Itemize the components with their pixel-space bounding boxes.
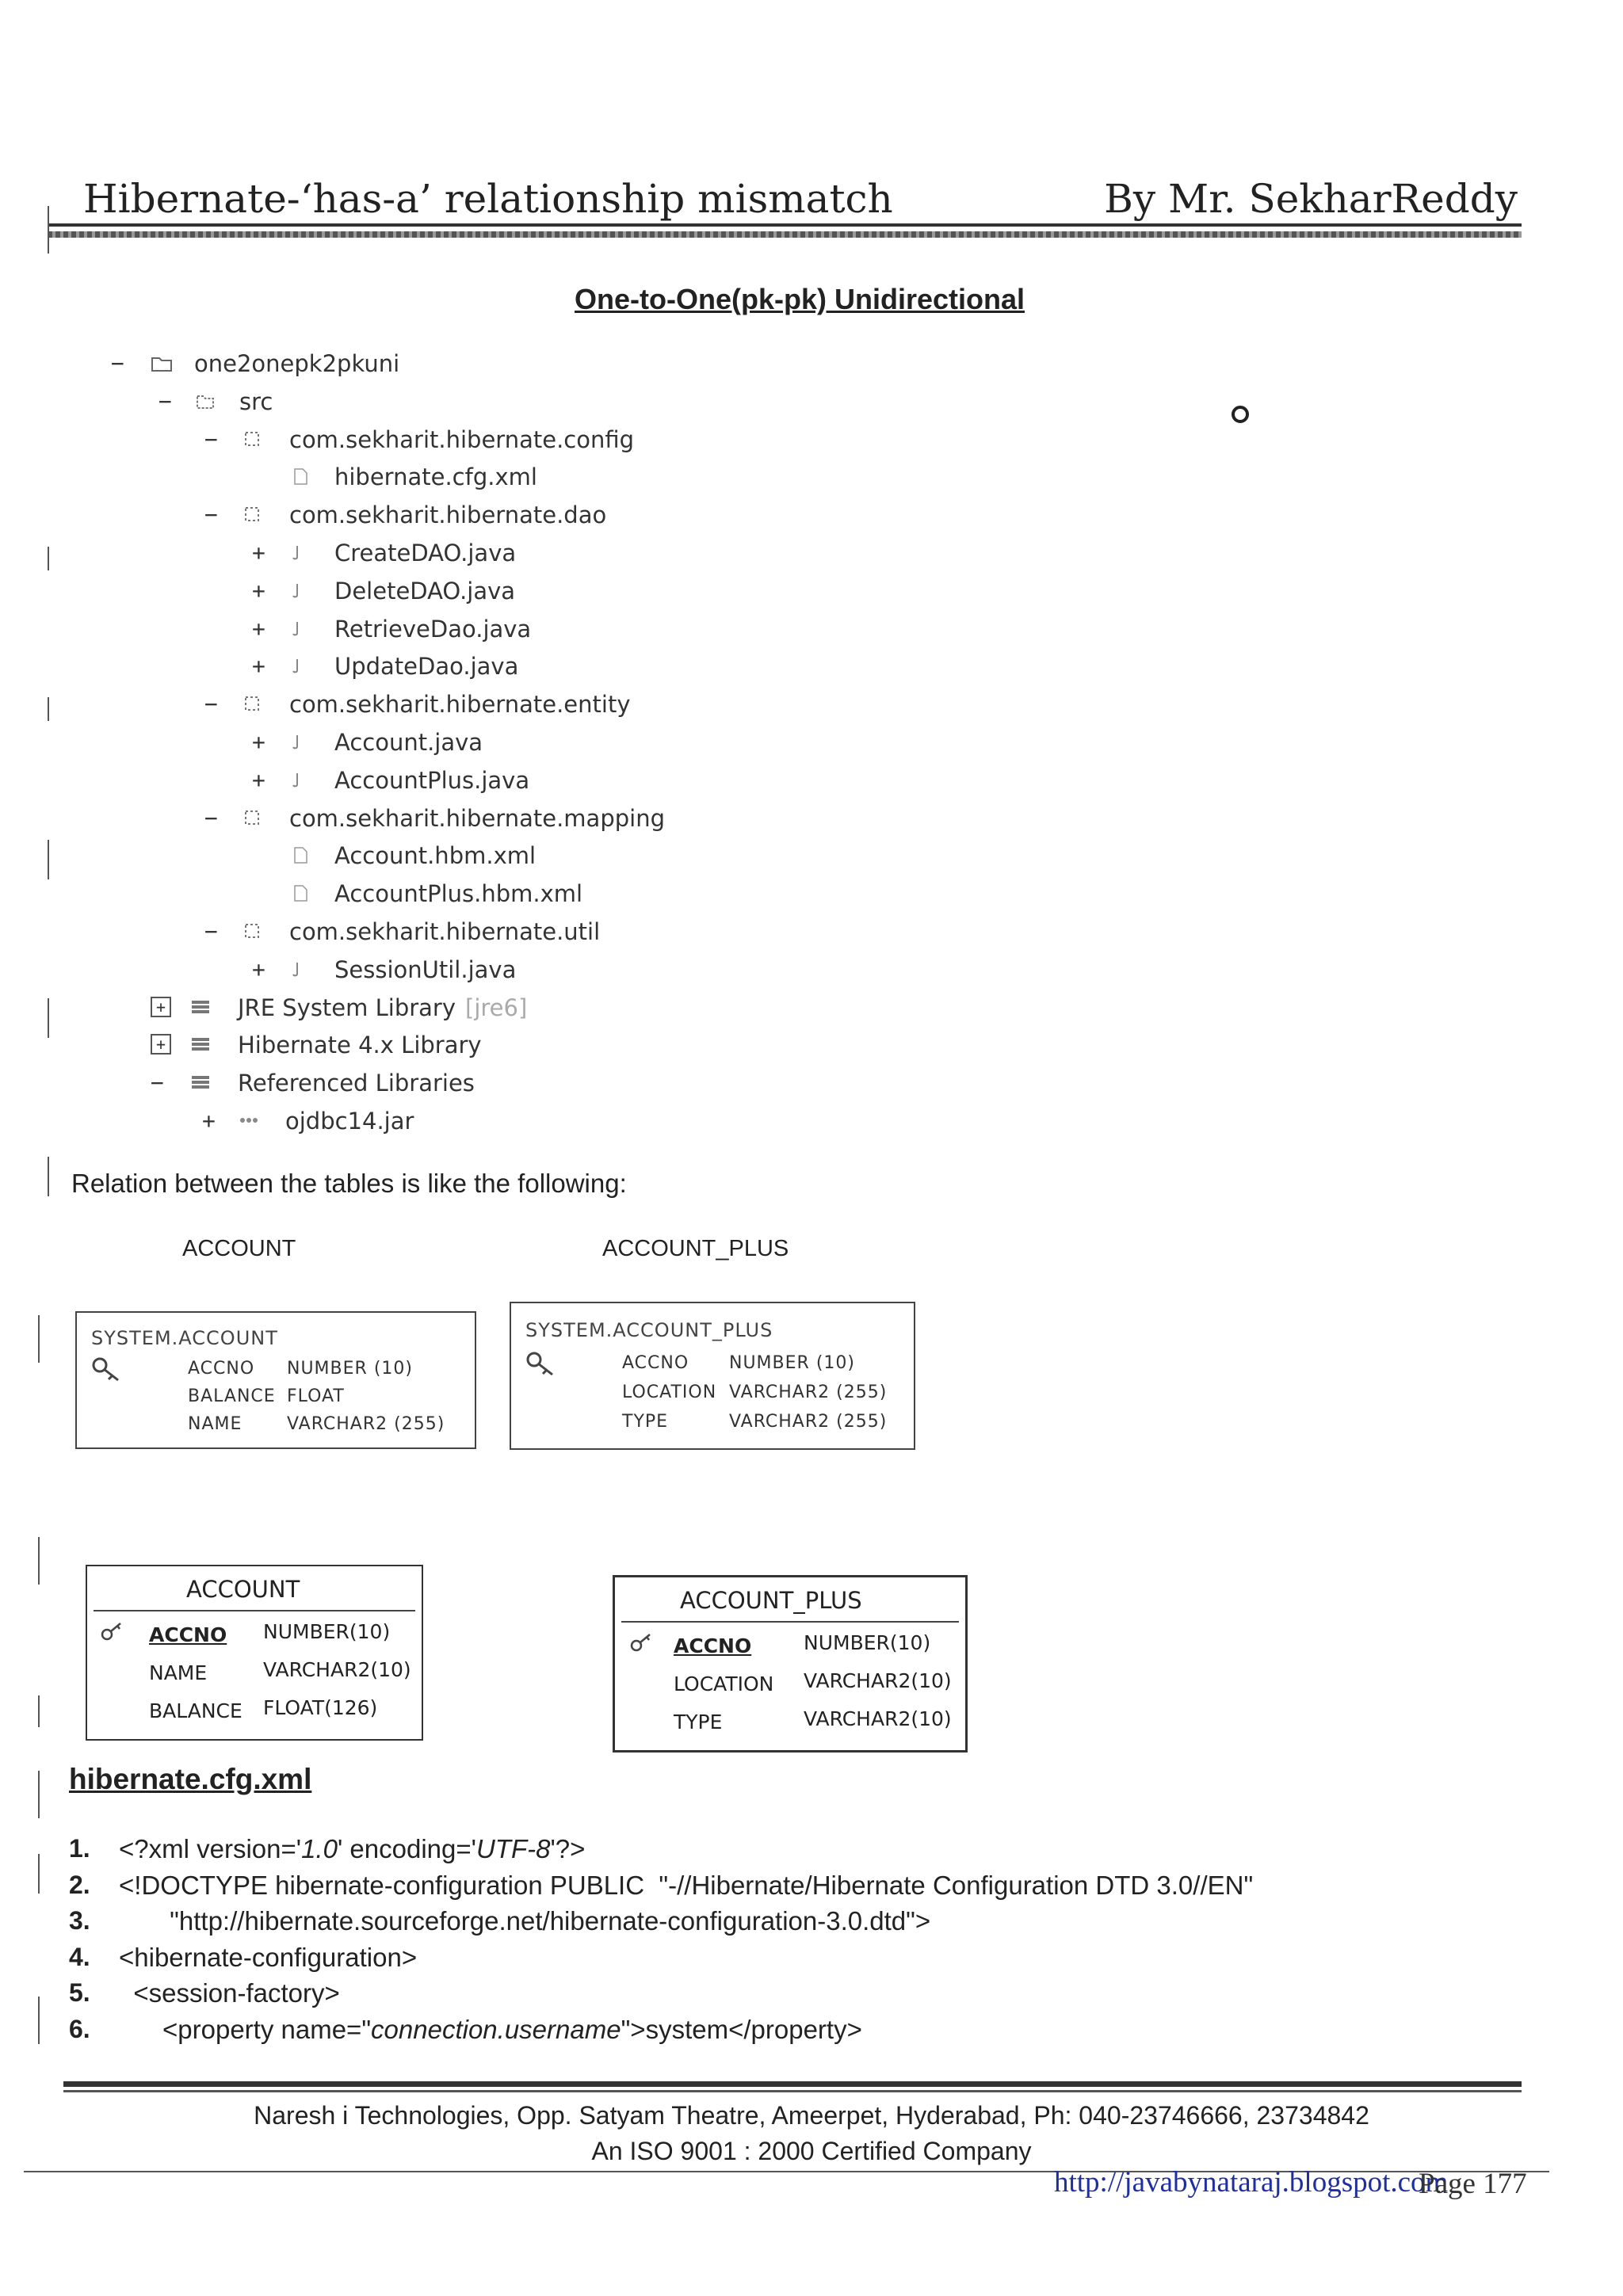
schema-table-name: SYSTEM.ACCOUNT (91, 1327, 278, 1349)
tree-collapse-toggle[interactable]: − (158, 387, 172, 414)
tree-item-label[interactable]: DeleteDAO.java (334, 577, 516, 605)
er-header-divider (621, 1621, 959, 1623)
java-file-icon (289, 656, 311, 675)
tree-expand-toggle[interactable]: + (252, 766, 265, 793)
margin-mark (48, 1157, 49, 1196)
margin-mark (38, 1997, 40, 2044)
package-icon (242, 921, 264, 940)
relation-text: Relation between the tables is like the following: (71, 1169, 627, 1198)
er-col-type: NUMBER(10) (804, 1631, 931, 1654)
schema-col-type: FLOAT (287, 1386, 345, 1406)
code-line-number: 5. (69, 1978, 90, 2007)
er-header-divider (94, 1610, 415, 1611)
tree-collapse-toggle[interactable]: − (204, 804, 218, 831)
schema-col-name: TYPE (622, 1412, 669, 1432)
schema-col-type: VARCHAR2 (255) (287, 1414, 445, 1434)
tree-expand-toggle[interactable]: + (252, 653, 265, 680)
tree-item-label[interactable]: Account.hbm.xml (334, 842, 537, 870)
tree-expand-toggle[interactable]: + (202, 1108, 216, 1134)
schema-col-type: VARCHAR2 (255) (729, 1383, 888, 1402)
er-col-name: NAME (149, 1661, 208, 1684)
er-col-type: VARCHAR2(10) (804, 1669, 952, 1692)
project-folder-icon (151, 353, 173, 372)
tree-item-label[interactable]: com.sekharit.hibernate.config (289, 425, 635, 453)
tree-item-label[interactable]: src (239, 387, 273, 415)
schema-table-name: SYSTEM.ACCOUNT_PLUS (525, 1319, 773, 1341)
footer-address: Naresh i Technologies, Opp. Satyam Theatre, Ameerpet, Hyderabad, Ph: 040-23746666, 23734842 (254, 2101, 1369, 2130)
schema-col-name: ACCNO (622, 1353, 689, 1373)
jar-icon (238, 1111, 260, 1130)
tree-item-label[interactable]: RetrieveDao.java (334, 615, 532, 643)
stray-dot (1232, 406, 1249, 423)
blog-url-link[interactable]: http://javabynataraj.blogspot.com (1054, 2166, 1449, 2199)
package-icon (242, 808, 264, 827)
java-file-icon (289, 732, 311, 751)
tree-item-label[interactable]: AccountPlus.java (334, 766, 530, 794)
tree-collapse-toggle[interactable]: − (204, 502, 218, 528)
key-icon (525, 1351, 557, 1378)
code-line-number: 2. (69, 1870, 90, 1899)
tree-item-label[interactable]: com.sekharit.hibernate.entity (289, 691, 631, 719)
xml-file-icon (289, 467, 311, 486)
er-table-name: ACCOUNT (186, 1576, 300, 1603)
tree-item-label[interactable]: Hibernate 4.x Library (238, 1032, 482, 1059)
code-line-text: "http://hibernate.sourceforge.net/hibernate-configuration-3.0.dtd"> (119, 1906, 931, 1936)
tree-item-label[interactable]: com.sekharit.hibernate.mapping (289, 804, 665, 832)
code-line-number: 4. (69, 1942, 90, 1971)
er-table-account-plus (613, 1575, 968, 1753)
code-line-text: <hibernate-configuration> (119, 1942, 418, 1972)
java-file-icon (289, 619, 311, 638)
header-rule-dotted (48, 231, 1522, 238)
table-label-account-plus: ACCOUNT_PLUS (602, 1236, 789, 1261)
tree-collapse-toggle[interactable]: − (204, 691, 218, 718)
er-col-name: LOCATION (674, 1672, 774, 1695)
tree-expand-toggle[interactable]: + (252, 577, 265, 604)
tree-item-label[interactable]: com.sekharit.hibernate.dao (289, 502, 607, 529)
tree-collapse-toggle[interactable]: − (151, 1070, 164, 1097)
er-col-type: VARCHAR2(10) (263, 1658, 411, 1681)
er-col-name: ACCNO (674, 1634, 752, 1657)
margin-mark (48, 998, 49, 1038)
library-icon (190, 1035, 212, 1054)
java-file-icon (289, 959, 311, 978)
package-icon (242, 505, 264, 524)
package-icon (242, 694, 264, 713)
code-line-text: <!DOCTYPE hibernate-configuration PUBLIC "-//Hibernate/Hibernate Configuration DTD 3.0//EN" (119, 1870, 1254, 1900)
code-line-number: 3. (69, 1906, 90, 1935)
footer-certification: An ISO 9001 : 2000 Certified Company (591, 2137, 1032, 2165)
schema-col-name: NAME (188, 1414, 242, 1434)
margin-mark (38, 1771, 40, 1818)
code-line-number: 1. (69, 1834, 90, 1863)
package-icon (242, 429, 264, 448)
er-table-name: ACCOUNT_PLUS (680, 1587, 862, 1614)
page-number: Page 177 (1419, 2168, 1527, 2200)
tree-expand-toggle[interactable]: + (151, 1034, 171, 1055)
er-col-name: ACCNO (149, 1623, 227, 1646)
table-label-account: ACCOUNT (182, 1236, 296, 1261)
tree-item-label[interactable]: Referenced Libraries (238, 1070, 475, 1097)
code-line-text: <?xml version='1.0' encoding='UTF-8'?> (119, 1834, 586, 1863)
source-folder-icon (194, 391, 216, 410)
margin-mark (48, 547, 49, 570)
xml-file-icon (289, 845, 311, 864)
tree-item-label[interactable]: JRE System Library [jre6] (238, 994, 528, 1021)
tree-expand-toggle[interactable]: + (252, 729, 265, 755)
header-author: By Mr. SekharReddy (1104, 176, 1518, 222)
java-file-icon (289, 581, 311, 600)
margin-mark (48, 697, 49, 721)
schema-col-type: VARCHAR2 (255) (729, 1412, 888, 1432)
margin-mark (48, 206, 49, 254)
tree-item-suffix: [jre6] (465, 994, 528, 1021)
schema-table-account-plus (510, 1302, 915, 1450)
tree-item-label[interactable]: one2onepk2pkuni (194, 350, 400, 377)
tree-item-label[interactable]: SessionUtil.java (334, 955, 517, 983)
code-line-number: 6. (69, 2014, 90, 2043)
tree-item-label[interactable]: Account.java (334, 729, 483, 756)
footer-rule-thin (63, 2090, 1522, 2092)
tree-expand-toggle[interactable]: + (252, 540, 265, 566)
tree-item-label[interactable]: com.sekharit.hibernate.util (289, 918, 601, 945)
library-icon (190, 997, 212, 1016)
er-col-type: FLOAT(126) (263, 1696, 378, 1719)
tree-expand-toggle[interactable]: + (252, 955, 265, 982)
er-col-name: BALANCE (149, 1699, 242, 1722)
code-line-text: <session-factory> (119, 1978, 340, 2008)
java-file-icon (289, 543, 311, 562)
header-title: Hibernate-‘has-a’ relationship mismatch (83, 176, 893, 222)
cfg-title: hibernate.cfg.xml (69, 1763, 312, 1795)
footer-rule (63, 2081, 1522, 2087)
pk-fk-icon (629, 1631, 653, 1655)
code-line-text: <property name="connection.username">system</property> (119, 2014, 862, 2044)
xml-file-icon (289, 883, 311, 902)
er-col-name: TYPE (674, 1711, 723, 1733)
margin-mark (48, 840, 49, 879)
schema-col-type: NUMBER (10) (287, 1359, 413, 1379)
er-col-type: VARCHAR2(10) (804, 1707, 952, 1730)
tree-item-label[interactable]: UpdateDao.java (334, 653, 519, 681)
margin-mark (38, 1315, 40, 1363)
schema-table-account (75, 1311, 476, 1449)
java-file-icon (289, 770, 311, 789)
section-title: One-to-One(pk-pk) Unidirectional (575, 283, 1025, 315)
er-table-account (86, 1565, 423, 1741)
margin-mark (38, 1695, 40, 1727)
margin-mark (38, 1537, 40, 1585)
schema-col-name: ACCNO (188, 1359, 255, 1379)
tree-expand-toggle[interactable]: + (151, 997, 171, 1017)
header-rule (48, 223, 1522, 227)
tree-item-label[interactable]: hibernate.cfg.xml (334, 463, 537, 491)
schema-col-type: NUMBER (10) (729, 1353, 855, 1373)
tree-collapse-toggle[interactable]: − (204, 425, 218, 452)
schema-col-name: LOCATION (622, 1383, 717, 1402)
key-icon (91, 1356, 123, 1383)
er-col-type: NUMBER(10) (263, 1620, 391, 1643)
tree-item-label[interactable]: AccountPlus.hbm.xml (334, 880, 583, 908)
tree-collapse-toggle[interactable]: − (204, 918, 218, 944)
library-icon (190, 1073, 212, 1092)
tree-item-label[interactable]: ojdbc14.jar (285, 1108, 414, 1135)
tree-collapse-toggle[interactable]: − (111, 350, 124, 376)
pk-fk-icon (100, 1620, 124, 1644)
margin-mark (38, 1854, 40, 1894)
tree-item-label[interactable]: CreateDAO.java (334, 540, 517, 566)
tree-expand-toggle[interactable]: + (252, 615, 265, 642)
schema-col-name: BALANCE (188, 1386, 276, 1406)
